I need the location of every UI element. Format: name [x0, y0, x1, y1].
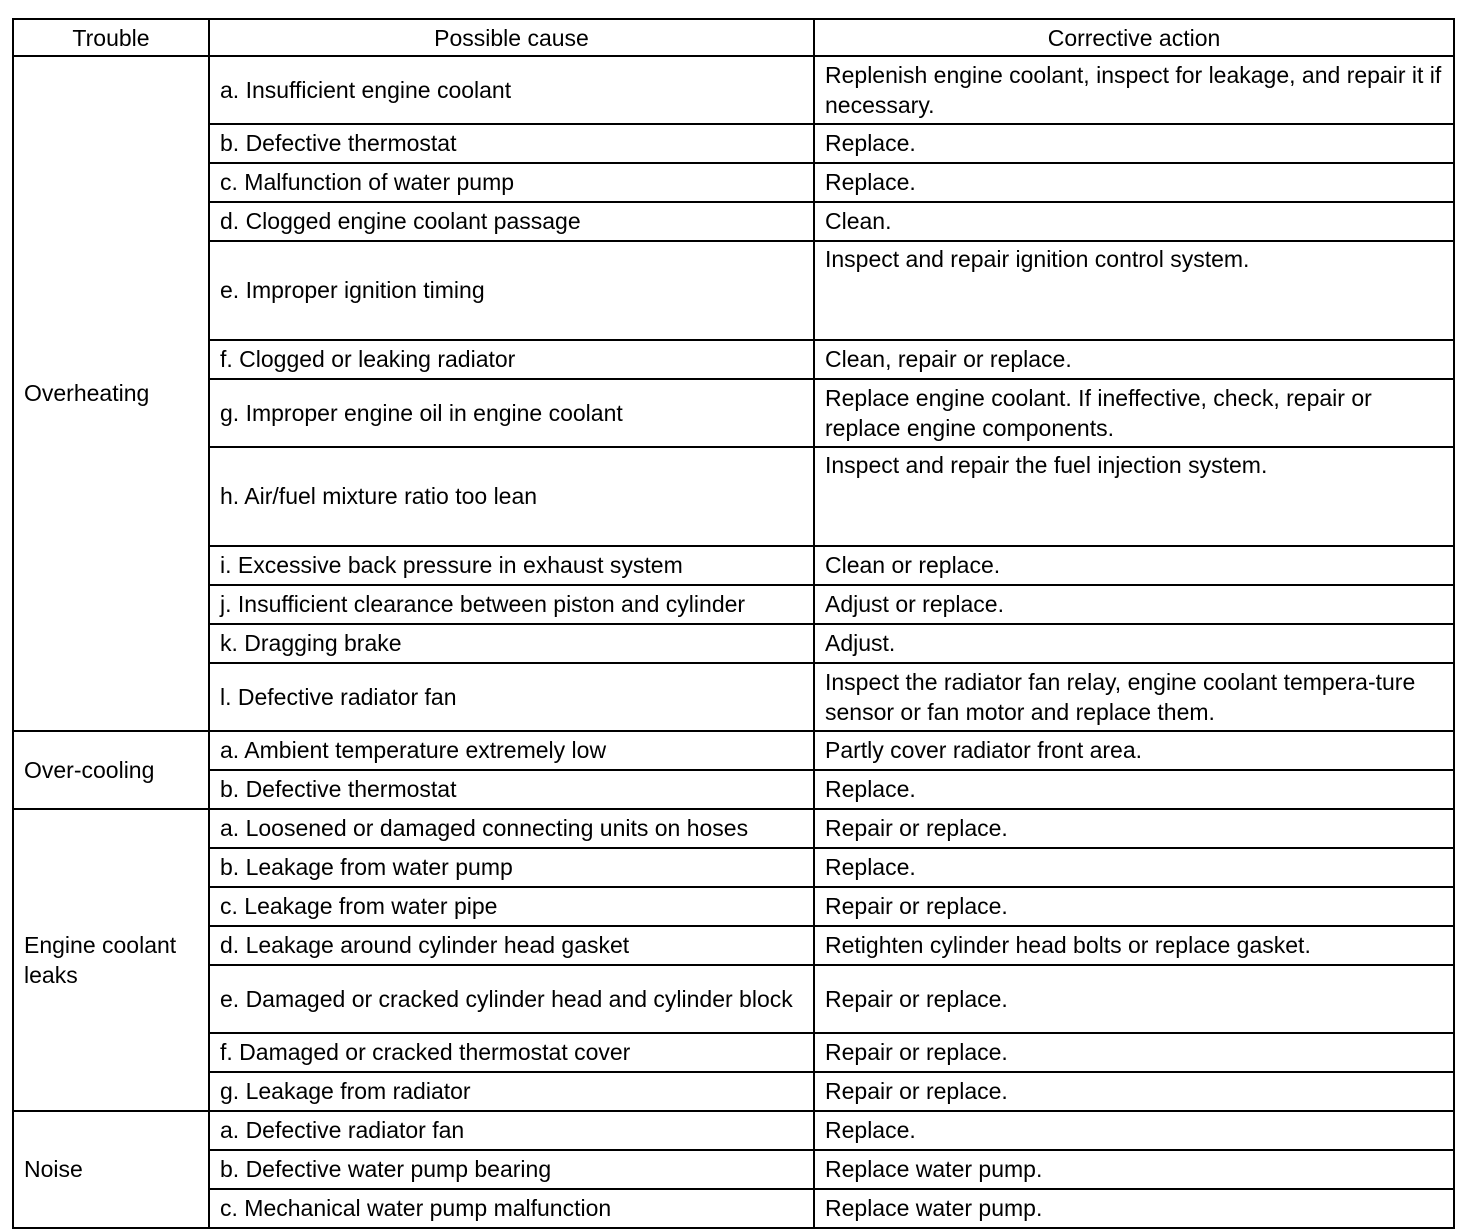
- action-cell: Replace water pump.: [814, 1189, 1454, 1228]
- cause-cell: g. Leakage from radiator: [209, 1072, 814, 1111]
- cause-cell: a. Loosened or damaged connecting units on hoses: [209, 809, 814, 848]
- table-row: [13, 926, 1454, 965]
- table-row: [13, 124, 1454, 163]
- action-cell: Inspect the radiator fan relay, engine coolant tempera-ture sensor or fan motor and replace them.: [814, 663, 1454, 731]
- action-cell: Adjust or replace.: [814, 585, 1454, 624]
- cause-cell: e. Improper ignition timing: [209, 241, 814, 340]
- action-cell: Retighten cylinder head bolts or replace gasket.: [814, 926, 1454, 965]
- table-row: [13, 809, 1454, 848]
- cause-cell: e. Damaged or cracked cylinder head and cylinder block: [209, 965, 814, 1033]
- cause-cell: b. Defective water pump bearing: [209, 1150, 814, 1189]
- action-cell: Replace.: [814, 848, 1454, 887]
- table-row: [13, 624, 1454, 663]
- action-cell: Replace.: [814, 124, 1454, 163]
- trouble-noise: Noise: [13, 1111, 209, 1228]
- cause-cell: d. Clogged engine coolant passage: [209, 202, 814, 241]
- table-row: [13, 241, 1454, 340]
- trouble-overheating: Overheating: [13, 56, 209, 731]
- action-cell: Repair or replace.: [814, 965, 1454, 1033]
- action-cell: Replace.: [814, 1111, 1454, 1150]
- cause-cell: f. Clogged or leaking radiator: [209, 340, 814, 379]
- table-row: [13, 585, 1454, 624]
- cause-cell: j. Insufficient clearance between piston and cylinder: [209, 585, 814, 624]
- table-row: [13, 447, 1454, 546]
- cause-cell: b. Defective thermostat: [209, 770, 814, 809]
- action-cell: Repair or replace.: [814, 809, 1454, 848]
- table-row: [13, 163, 1454, 202]
- action-cell: Clean.: [814, 202, 1454, 241]
- action-cell: Inspect and repair ignition control system.: [814, 241, 1454, 340]
- cause-cell: h. Air/fuel mixture ratio too lean: [209, 447, 814, 546]
- trouble-engine-coolant-leaks: Engine coolant leaks: [13, 809, 209, 1111]
- table-row: [13, 731, 1454, 770]
- trouble-over-cooling: Over-cooling: [13, 731, 209, 809]
- table-row: [13, 848, 1454, 887]
- table-row: [13, 546, 1454, 585]
- cause-cell: g. Improper engine oil in engine coolant: [209, 379, 814, 447]
- table-row: [13, 1150, 1454, 1189]
- action-cell: Repair or replace.: [814, 887, 1454, 926]
- table-row: [13, 770, 1454, 809]
- cause-cell: l. Defective radiator fan: [209, 663, 814, 731]
- cause-cell: a. Insufficient engine coolant: [209, 56, 814, 124]
- cause-cell: k. Dragging brake: [209, 624, 814, 663]
- cause-cell: c. Malfunction of water pump: [209, 163, 814, 202]
- table-row: [13, 1111, 1454, 1150]
- action-cell: Adjust.: [814, 624, 1454, 663]
- action-cell: Replace.: [814, 770, 1454, 809]
- action-cell: Partly cover radiator front area.: [814, 731, 1454, 770]
- action-cell: Replace engine coolant. If ineffective, check, repair or replace engine components.: [814, 379, 1454, 447]
- cause-cell: c. Leakage from water pipe: [209, 887, 814, 926]
- header-corrective-action: Corrective action: [814, 19, 1454, 56]
- action-cell: Repair or replace.: [814, 1072, 1454, 1111]
- action-cell: Replace.: [814, 163, 1454, 202]
- action-cell: Clean or replace.: [814, 546, 1454, 585]
- table-row: [13, 1033, 1454, 1072]
- table-row: [13, 56, 1454, 124]
- table-row: [13, 663, 1454, 731]
- header-possible-cause: Possible cause: [209, 19, 814, 56]
- table-row: [13, 1072, 1454, 1111]
- action-cell: Replace water pump.: [814, 1150, 1454, 1189]
- troubleshooting-table: [12, 18, 1455, 1229]
- table-row: [13, 887, 1454, 926]
- header-row: [13, 19, 1454, 56]
- table-row: [13, 965, 1454, 1033]
- cause-cell: i. Excessive back pressure in exhaust system: [209, 546, 814, 585]
- cause-cell: a. Defective radiator fan: [209, 1111, 814, 1150]
- action-cell: Inspect and repair the fuel injection system.: [814, 447, 1454, 546]
- action-cell: Clean, repair or replace.: [814, 340, 1454, 379]
- table-row: [13, 379, 1454, 447]
- cause-cell: c. Mechanical water pump malfunction: [209, 1189, 814, 1228]
- header-trouble: Trouble: [13, 19, 209, 56]
- cause-cell: d. Leakage around cylinder head gasket: [209, 926, 814, 965]
- cause-cell: b. Defective thermostat: [209, 124, 814, 163]
- action-cell: Repair or replace.: [814, 1033, 1454, 1072]
- cause-cell: f. Damaged or cracked thermostat cover: [209, 1033, 814, 1072]
- cause-cell: b. Leakage from water pump: [209, 848, 814, 887]
- table-row: [13, 1189, 1454, 1228]
- action-cell: Replenish engine coolant, inspect for leakage, and repair it if necessary.: [814, 56, 1454, 124]
- table-row: [13, 202, 1454, 241]
- table-row: [13, 340, 1454, 379]
- cause-cell: a. Ambient temperature extremely low: [209, 731, 814, 770]
